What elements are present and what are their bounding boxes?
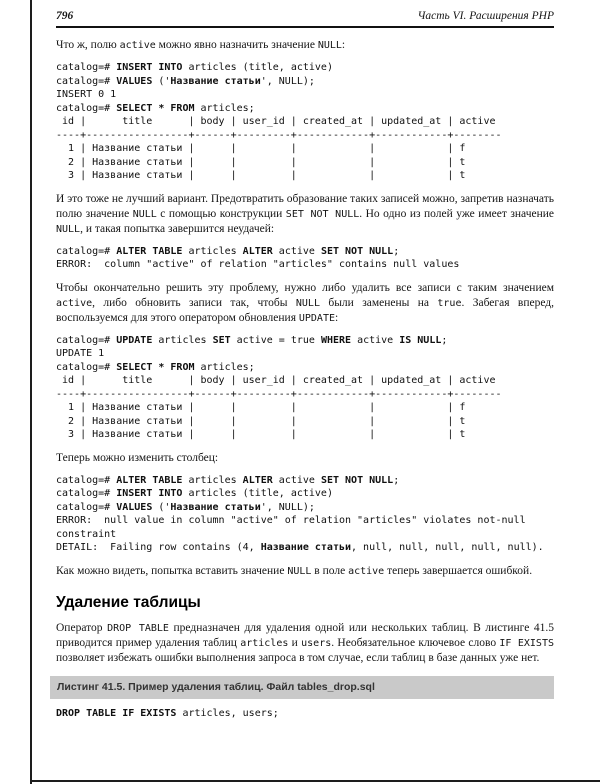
code-text: catalog=# bbox=[56, 245, 117, 257]
code-keyword: DROP TABLE IF EXISTS bbox=[56, 707, 177, 719]
text-run: с помощью конструкции bbox=[156, 207, 286, 220]
page-edge-bottom bbox=[30, 780, 600, 782]
code-text: catalog=# bbox=[56, 75, 117, 87]
code-text: ----+-----------------+------+---------+------------+------------+-------- bbox=[56, 388, 502, 400]
inline-code: active bbox=[119, 40, 156, 51]
header-rule bbox=[56, 26, 554, 28]
text-run: теперь завершается ошибкой. bbox=[384, 564, 533, 577]
text-run: Чтобы окончательно решить эту проблему, нужно либо удалить все записи с таким значением bbox=[56, 281, 554, 294]
inline-code: articles bbox=[240, 637, 289, 649]
code-text: articles bbox=[182, 474, 243, 486]
listing-caption: Листинг 41.5. Пример удаления таблиц. Файл tables_drop.sql bbox=[50, 676, 554, 699]
text-run: предназначен для удаления одной или нескольких таблиц. В листинге 41.5 приводится пример удаления таблиц bbox=[56, 621, 554, 649]
code-line bbox=[56, 374, 554, 388]
text-run: , либо обновить записи так, чтобы bbox=[92, 296, 296, 309]
code-keyword: INSERT INTO bbox=[116, 488, 183, 499]
code-line bbox=[56, 541, 554, 555]
code-line bbox=[56, 361, 554, 375]
text-run: можно явно назначить значение bbox=[155, 39, 318, 51]
code-text: id | title | body | user_id | created_at | updated_at | active bbox=[56, 375, 496, 386]
code-text: ERROR: null value in column "active" of relation "articles" violates not-null bbox=[56, 515, 526, 526]
text-run: Что ж, полю bbox=[56, 39, 120, 51]
code-text: (' bbox=[152, 501, 171, 513]
code-text: 2 | Название статьи | | | | | t bbox=[56, 415, 466, 427]
code-text: articles (title, active) bbox=[182, 488, 333, 499]
page-number: 796 bbox=[56, 10, 74, 22]
code-block bbox=[56, 61, 554, 183]
code-text: catalog=# bbox=[56, 62, 117, 73]
code-text: 3 | Название статьи | | | | | t bbox=[56, 429, 466, 440]
code-keyword: SET NOT NULL bbox=[320, 474, 394, 486]
code-text: active bbox=[272, 245, 321, 257]
code-text: catalog=# bbox=[56, 474, 117, 486]
text-run: . Но одно из полей уже имеет значение bbox=[359, 207, 554, 220]
text-run: позволяет избежать ошибки выполнения запроса в том случае, если таблиц в базе данных уже нет. bbox=[56, 651, 540, 664]
code-keyword: ALTER TABLE bbox=[116, 474, 183, 486]
running-head-title: Часть VI. Расширения PHP bbox=[417, 10, 554, 22]
code-keyword: SELECT * FROM bbox=[116, 361, 195, 373]
code-keyword: UPDATE bbox=[116, 334, 153, 346]
code-text: ', NULL); bbox=[260, 75, 315, 87]
code-keyword: Название статьи bbox=[170, 501, 261, 513]
page-edge-left bbox=[30, 0, 32, 784]
code-block bbox=[56, 334, 554, 442]
code-text: active bbox=[351, 334, 400, 346]
code-block bbox=[56, 707, 554, 721]
paragraph bbox=[56, 621, 554, 666]
code-line bbox=[56, 487, 554, 501]
text-run: : bbox=[341, 39, 346, 51]
text-run: и bbox=[288, 636, 302, 649]
code-line bbox=[56, 61, 554, 75]
code-line bbox=[56, 102, 554, 116]
code-text: UPDATE 1 bbox=[56, 348, 105, 359]
code-text: catalog=# bbox=[56, 102, 117, 114]
code-text: articles, users; bbox=[176, 707, 279, 719]
code-text: 1 | Название статьи | | | | | f bbox=[56, 143, 466, 154]
inline-code: true bbox=[437, 297, 462, 309]
code-keyword: SELECT * FROM bbox=[116, 102, 195, 114]
code-line bbox=[56, 156, 554, 170]
code-line bbox=[56, 514, 554, 528]
code-text: ; bbox=[393, 245, 400, 257]
code-line bbox=[56, 115, 554, 129]
code-keyword: ALTER TABLE bbox=[116, 245, 183, 257]
paragraph bbox=[56, 564, 554, 579]
running-header bbox=[56, 10, 554, 26]
paragraph bbox=[56, 281, 554, 326]
code-text: articles (title, active) bbox=[182, 62, 333, 73]
code-text: catalog=# bbox=[56, 334, 117, 346]
inline-code: users bbox=[301, 637, 332, 649]
code-text: articles; bbox=[194, 102, 255, 114]
code-keyword: ALTER bbox=[242, 474, 273, 486]
code-text: active bbox=[272, 474, 321, 486]
text-run: . Забегая вперед, воспользуемся для этого оператором обновления bbox=[56, 296, 555, 324]
code-line bbox=[56, 388, 554, 402]
code-keyword: Название статьи bbox=[260, 542, 352, 553]
code-line bbox=[56, 415, 554, 429]
code-text: active = true bbox=[230, 334, 321, 346]
inline-code: UPDATE bbox=[298, 312, 335, 324]
code-keyword: VALUES bbox=[116, 501, 153, 513]
code-text: articles; bbox=[194, 361, 255, 373]
code-text: id | title | body | user_id | created_at | updated_at | active bbox=[56, 116, 496, 127]
paragraph bbox=[56, 451, 554, 466]
code-text: DETAIL: Failing row contains (4, bbox=[56, 542, 261, 553]
code-text: , null, null, null, null, null). bbox=[351, 542, 544, 553]
code-text: ', NULL); bbox=[260, 501, 315, 513]
code-line bbox=[56, 169, 554, 183]
inline-code: DROP TABLE bbox=[107, 622, 169, 634]
code-keyword: WHERE bbox=[320, 334, 352, 346]
inline-code: NULL bbox=[132, 208, 157, 220]
inline-code: NULL bbox=[295, 297, 320, 309]
code-text: catalog=# bbox=[56, 488, 117, 499]
section-heading: Удаление таблицы bbox=[56, 593, 201, 611]
text-run: были заменены на bbox=[319, 296, 438, 309]
text-run: Оператор bbox=[56, 621, 108, 634]
text-run: Как можно видеть, попытка вставить значение bbox=[56, 564, 288, 577]
code-keyword: Название статьи bbox=[170, 75, 261, 87]
code-line bbox=[56, 707, 554, 721]
text-run: , и такая попытка завершится неудачей: bbox=[80, 222, 275, 235]
code-line bbox=[56, 88, 554, 102]
paragraph bbox=[56, 192, 554, 237]
text-run: . Необязательное ключевое слово bbox=[331, 636, 500, 649]
text-run: И это тоже не лучший вариант. Предотвратить образование таких записей можно, запретив назначать полю значение bbox=[56, 192, 554, 220]
code-text: ----+-----------------+------+---------+------------+------------+-------- bbox=[56, 129, 502, 141]
code-line bbox=[56, 474, 554, 488]
code-keyword: SET NOT NULL bbox=[320, 245, 394, 257]
code-block bbox=[56, 245, 554, 272]
code-line bbox=[56, 142, 554, 156]
code-text: articles bbox=[152, 334, 213, 346]
code-line bbox=[56, 528, 554, 542]
code-text: (' bbox=[152, 75, 171, 87]
inline-code: active bbox=[348, 565, 385, 577]
code-text: ; bbox=[441, 334, 448, 346]
paragraph bbox=[56, 38, 554, 53]
code-line bbox=[56, 428, 554, 442]
code-text: 2 | Название статьи | | | | | t bbox=[56, 156, 466, 168]
code-text: INSERT 0 1 bbox=[56, 89, 117, 100]
code-line bbox=[56, 245, 554, 259]
code-line bbox=[56, 401, 554, 415]
code-line bbox=[56, 129, 554, 143]
code-line bbox=[56, 501, 554, 515]
code-text: 1 | Название статьи | | | | | f bbox=[56, 402, 466, 413]
code-keyword: SET bbox=[212, 334, 231, 346]
code-text: constraint bbox=[56, 528, 117, 540]
code-text: catalog=# bbox=[56, 361, 117, 373]
inline-code: NULL bbox=[317, 40, 342, 51]
code-text: catalog=# bbox=[56, 501, 117, 513]
code-keyword: ALTER bbox=[242, 245, 273, 257]
code-keyword: VALUES bbox=[116, 75, 153, 87]
code-line bbox=[56, 75, 554, 89]
inline-code: NULL bbox=[287, 565, 312, 577]
text-run: Теперь можно изменить столбец: bbox=[56, 451, 219, 464]
code-keyword: IS NULL bbox=[399, 334, 442, 346]
inline-code: IF EXISTS bbox=[499, 637, 554, 649]
code-line bbox=[56, 347, 554, 361]
inline-code: NULL bbox=[56, 223, 81, 235]
inline-code: active bbox=[56, 297, 93, 309]
text-run: в поле bbox=[311, 564, 349, 577]
inline-code: SET NOT NULL bbox=[285, 208, 360, 220]
code-line bbox=[56, 334, 554, 348]
code-text: ; bbox=[393, 474, 400, 486]
code-block bbox=[56, 474, 554, 555]
content bbox=[56, 38, 554, 720]
code-keyword: INSERT INTO bbox=[116, 62, 183, 73]
text-run: : bbox=[335, 311, 339, 324]
code-text: 3 | Название статьи | | | | | t bbox=[56, 170, 466, 181]
code-text: articles bbox=[182, 245, 243, 257]
code-text: ERROR: column "active" of relation "articles" contains null values bbox=[56, 259, 460, 270]
code-line bbox=[56, 258, 554, 272]
